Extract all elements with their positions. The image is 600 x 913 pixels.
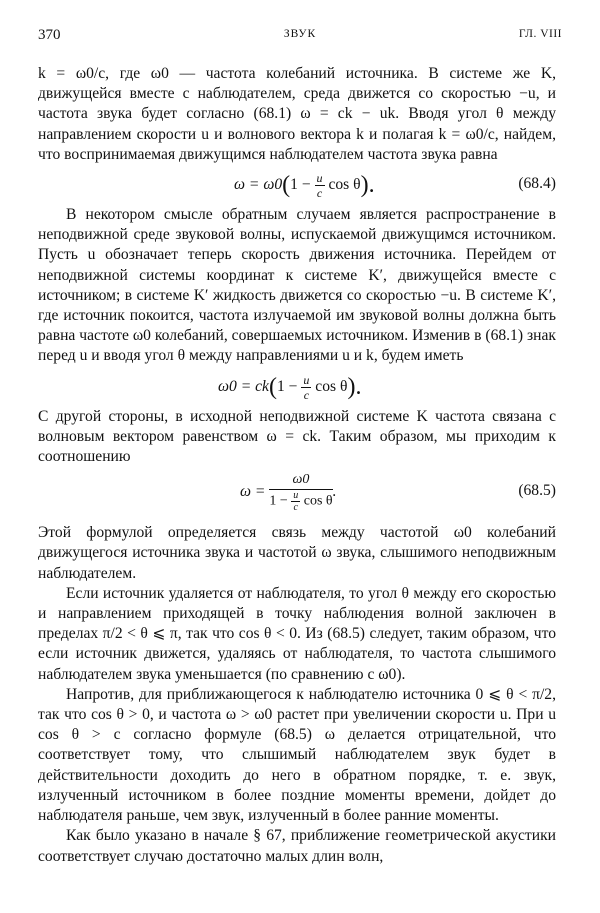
eq1-frac-top: u: [316, 171, 323, 186]
equation-68-5-expr: [240, 471, 337, 513]
eq3-den-tail: cos θ: [303, 493, 333, 509]
paragraph-7: Как было указано в начале § 67, приближение геометрической акустики соответствует случаю достаточно малых длин волн,: [38, 827, 556, 865]
eq3-den-frac-top: u: [293, 490, 299, 502]
eq1-fraction: [315, 171, 325, 200]
eq2-fraction: [301, 373, 311, 402]
equation-omega0: [38, 367, 556, 407]
paragraph-3: С другой стороны, в исходной неподвижной системе K частота связана с волновым вектором равенством ω = ck. Таким образом, мы приходим к соотношению: [38, 407, 556, 466]
page-body: [38, 64, 556, 867]
eq3-denominator: [269, 490, 332, 513]
eq3-lhs: ω =: [240, 483, 266, 501]
eq2-frac-bot: c: [303, 387, 310, 402]
eq3-den-frac-bot: c: [293, 502, 298, 514]
eq3-den-one-minus: 1 −: [269, 493, 288, 509]
chapter-label: ГЛ. VIII: [518, 28, 562, 40]
eq1-tail: cos θ: [328, 176, 361, 194]
paragraph-4: Этой формулой определяется связь между частотой ω0 колебаний движущегося источника звука и частотой ω звука, слышимого неподвижным наблюдателем.: [38, 524, 556, 582]
eq2-lhs: ω0 = ck: [218, 377, 269, 395]
eq2-frac-top: u: [303, 372, 310, 387]
eq2-paren-close: ).: [347, 373, 362, 400]
equation-number-68-5: (68.5): [518, 482, 556, 500]
eq1-one-minus: 1 −: [290, 176, 311, 194]
equation-omega0-expr: [218, 373, 361, 402]
paragraph-5: Если источник удаляется от наблюдателя, то угол θ между его скоростью и направлением приходящей в точку наблюдения волной заключен в пределах π/2 < θ ⩽ π, так что cos θ < 0. Из (68.5) следует, таким образом, что если источник движется, удаляясь от наблюдателя, то частота слышимого наблюдателем звука уменьшается (по сравнению с ω0).: [38, 584, 556, 683]
eq3-numerator: ω0: [269, 471, 332, 490]
eq2-tail: cos θ: [315, 377, 348, 395]
section-title: ЗВУК: [283, 28, 317, 40]
equation-number-68-4: (68.4): [518, 175, 556, 193]
eq2-one-minus: 1 −: [276, 377, 298, 395]
eq1-lhs: ω = ω0: [234, 176, 283, 194]
eq3-den-fraction: [291, 490, 300, 513]
equation-68-4-expr: [234, 171, 375, 200]
equation-68-4: [38, 165, 556, 205]
eq3-main-fraction: [269, 471, 332, 513]
eq1-paren-open: (: [282, 172, 291, 199]
paragraph-1: k = ω0/c, где ω0 — частота колебаний источника. В системе же K, движущейся вместе с наблюдателем, среда движется со скоростью −u, и частота звука будет согласно (68.1) ω = ck − uk. Вводя угол θ между направлением скорости u и волнового вектора k и полагая k = ω0/c, найдем, что воспринимаемая движущимся наблюдателем частота звука равна: [38, 65, 556, 163]
paragraph-2: В некотором смысле обратным случаем является распространение в неподвижной среде звуковой волны, испускаемой движущимся источником. Пусть u обозначает теперь скорость движения источника. Перейдем от неподвижной системы координат к системе K′, движущейся вместе с источником; в системе K′ жидкость движется со скоростью −u. В системе K′, где источник покоится, частота излучаемой им звуковой волны должна быть равна частоте ω0 колебаний, совершаемых источником. Изменив в (68.1) знак перед u и вводя угол θ между направлениями u и k, будем иметь: [38, 206, 556, 365]
eq2-paren-open: (: [268, 373, 277, 400]
paragraph-6: Напротив, для приближающегося к наблюдателю источника 0 ⩽ θ < π/2, так что cos θ > 0, и частота ω > ω0 растет при увеличении скорости u. При u cos θ > c согласно формуле (68.5) ω делается отрицательной, что соответствует тому, что слышимый наблюдателем звук будет в действительности доходить до него в обратном порядке, т. е. звук, излученный источником в более поздние моменты времени, дойдет до наблюдателя раньше, чем звук, излученный в более ранние моменты.: [38, 685, 556, 825]
running-header: [38, 27, 562, 49]
eq1-paren-close: ).: [360, 172, 375, 199]
page-number: 370: [38, 27, 61, 43]
eq1-frac-bot: c: [316, 186, 323, 201]
eq3-period: .: [332, 483, 337, 501]
equation-68-5: [38, 467, 556, 523]
